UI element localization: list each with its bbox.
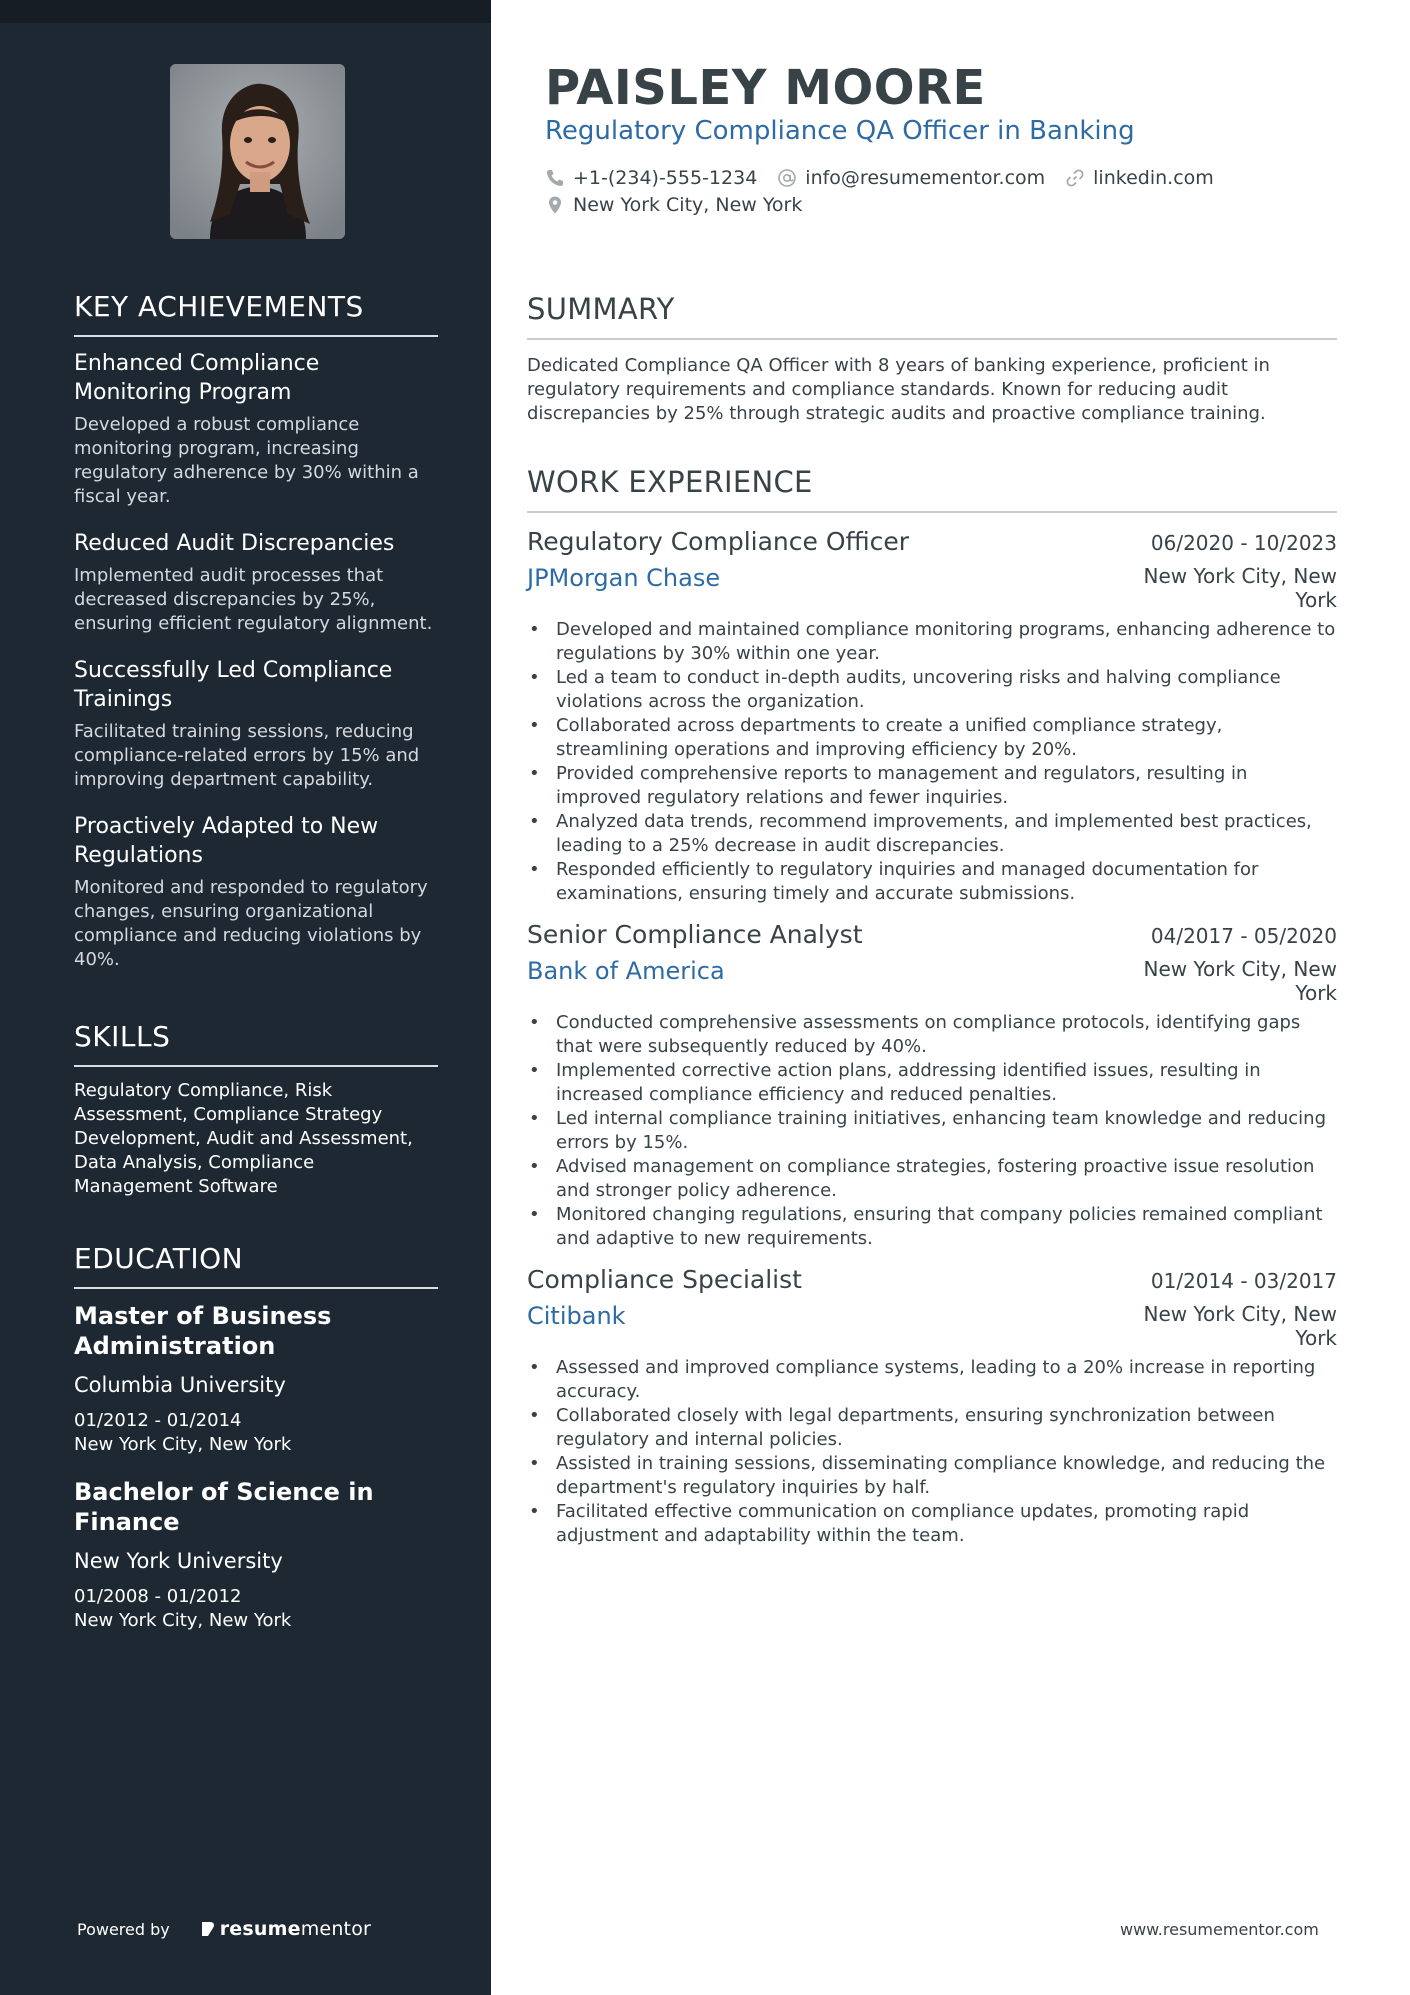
job-company: Citibank (527, 1302, 626, 1330)
education-degree: Bachelor of Science in Finance (74, 1478, 374, 1536)
achievement-title: Proactively Adapted to New Regulations (74, 814, 379, 868)
job-location: New York City, New York (1143, 564, 1337, 612)
job-title: Compliance Specialist (527, 1265, 802, 1294)
job-entry (527, 920, 1337, 1251)
job-bullet: • Conducted comprehensive assessments on compliance protocols, identifying gaps that were subsequently reduced by 40%. (527, 1011, 1337, 1059)
job-bullet: • Led a team to conduct in-depth audits, uncovering risks and halving compliance violations across the organization. (527, 666, 1337, 714)
job-bullet: • Monitored changing regulations, ensuring that company policies remained compliant and adaptive to new requirements. (527, 1203, 1337, 1251)
sidebar (0, 0, 491, 1995)
education-dates: 01/2012 - 01/2014 (74, 1410, 242, 1431)
achievement-desc: Facilitated training sessions, reducing compliance-related errors by 15% and improving department capability. (74, 721, 420, 790)
job-header (527, 920, 1337, 949)
job-location: New York City, New York (1143, 957, 1337, 1005)
education-section (74, 1242, 438, 1653)
job-bullet: • Provided comprehensive reports to management and regulators, resulting in improved regulatory relations and fewer inquiries. (527, 762, 1337, 810)
contact-row (545, 191, 1234, 218)
education-school: Columbia University (74, 1373, 286, 1397)
skills-heading: SKILLS (74, 1020, 438, 1067)
location-contact (545, 194, 802, 216)
job-header (527, 527, 1337, 556)
phone-icon (545, 168, 565, 188)
location-pin-icon (545, 195, 565, 215)
skills-section (74, 1020, 438, 1199)
contact-row (545, 164, 1234, 191)
job-bullet: • Analyzed data trends, recommend improvements, and implemented best practices, leading to a 25% decrease in audit discrepancies. (527, 810, 1337, 858)
job-bullets (527, 1011, 1337, 1251)
job-company: JPMorgan Chase (527, 564, 721, 592)
linkedin-contact[interactable] (1065, 167, 1214, 189)
key-achievements-heading: KEY ACHIEVEMENTS (74, 290, 438, 337)
powered-by-label: Powered by (77, 1919, 170, 1939)
resumementor-logo[interactable] (200, 1918, 371, 1940)
job-bullet: • Led internal compliance training initiatives, enhancing team knowledge and reducing errors by 15%. (527, 1107, 1337, 1155)
summary-section (527, 292, 1337, 426)
achievement-desc: Developed a robust compliance monitoring program, increasing regulatory adherence by 30% within a fiscal year. (74, 414, 419, 507)
job-bullet: • Assisted in training sessions, disseminating compliance knowledge, and reducing the department's regulatory inquiries by half. (527, 1452, 1337, 1500)
candidate-role: Regulatory Compliance QA Officer in Banking (545, 116, 1135, 146)
resumementor-logo-icon (200, 1920, 216, 1938)
job-bullet: • Collaborated across departments to create a unified compliance strategy, streamlining operations and improving efficiency by 20%. (527, 714, 1337, 762)
candidate-name: PAISLEY MOORE (545, 60, 986, 116)
job-dates: 04/2017 - 05/2020 (1150, 924, 1337, 948)
job-bullet: • Facilitated effective communication on compliance updates, promoting rapid adjustment and adaptability within the team. (527, 1500, 1337, 1548)
job-header (527, 1265, 1337, 1294)
job-location: New York City, New York (1143, 1302, 1337, 1350)
powered-by (77, 1918, 371, 1940)
at-icon (777, 168, 797, 188)
brand-bold: resume (219, 1918, 301, 1940)
job-bullets (527, 618, 1337, 906)
education-item (74, 1301, 438, 1457)
location-text: New York City, New York (573, 193, 803, 216)
job-company: Bank of America (527, 957, 725, 985)
phone-contact[interactable] (545, 167, 757, 189)
achievement-item (74, 529, 438, 636)
achievement-desc: Monitored and responded to regulatory changes, ensuring organizational compliance and reducing violations by 40%. (74, 877, 428, 970)
job-entry (527, 1265, 1337, 1548)
key-achievements-section (74, 290, 438, 992)
summary-text: Dedicated Compliance QA Officer with 8 years of banking experience, proficient in regulatory requirements and compliance standards. Known for reducing audit discrepancies by 25% through strategic audits and proactive compliance training. (527, 355, 1270, 424)
job-dates: 06/2020 - 10/2023 (1150, 531, 1337, 555)
job-dates: 01/2014 - 03/2017 (1150, 1269, 1337, 1293)
education-meta (74, 1409, 438, 1457)
contact-info (545, 164, 1234, 218)
education-heading: EDUCATION (74, 1242, 438, 1289)
job-bullet: • Assessed and improved compliance systems, leading to a 20% increase in reporting accuracy. (527, 1356, 1337, 1404)
job-subheader (527, 957, 1337, 1005)
achievement-item (74, 812, 438, 972)
job-subheader (527, 1302, 1337, 1350)
job-bullet: • Implemented corrective action plans, addressing identified issues, resulting in increased compliance efficiency and reduced penalties. (527, 1059, 1337, 1107)
job-bullet: • Developed and maintained compliance monitoring programs, enhancing adherence to regulations by 30% within one year. (527, 618, 1337, 666)
achievement-item (74, 349, 438, 509)
work-experience-section (527, 465, 1337, 1562)
job-title: Senior Compliance Analyst (527, 920, 863, 949)
achievement-desc: Implemented audit processes that decreased discrepancies by 25%, ensuring efficient regulatory alignment. (74, 565, 433, 634)
job-bullet: • Responded efficiently to regulatory inquiries and managed documentation for examinations, ensuring timely and accurate submissions. (527, 858, 1337, 906)
phone-number: +1-(234)-555-1234 (573, 166, 758, 189)
achievement-title: Enhanced Compliance Monitoring Program (74, 351, 320, 405)
summary-heading: SUMMARY (527, 292, 1337, 340)
education-location: New York City, New York (74, 1610, 292, 1631)
email-address: info@resumementor.com (805, 166, 1046, 189)
sidebar-top-bar (0, 0, 491, 23)
achievement-item (74, 656, 438, 792)
job-subheader (527, 564, 1337, 612)
link-icon (1065, 168, 1085, 188)
job-bullet: • Advised management on compliance strategies, fostering proactive issue resolution and stronger policy adherence. (527, 1155, 1337, 1203)
achievement-title: Reduced Audit Discrepancies (74, 531, 395, 556)
education-degree: Master of Business Administration (74, 1302, 332, 1360)
education-school: New York University (74, 1549, 283, 1573)
job-title: Regulatory Compliance Officer (527, 527, 910, 556)
profile-photo (170, 64, 345, 239)
job-entry (527, 527, 1337, 906)
education-item (74, 1477, 438, 1633)
profile-photo-illustration (170, 64, 345, 239)
job-bullets (527, 1356, 1337, 1548)
achievement-title: Successfully Led Compliance Trainings (74, 658, 393, 712)
education-dates: 01/2008 - 01/2012 (74, 1586, 242, 1607)
work-experience-heading: WORK EXPERIENCE (527, 465, 1337, 513)
education-location: New York City, New York (74, 1434, 292, 1455)
email-contact[interactable] (777, 167, 1045, 189)
footer-website[interactable]: www.resumementor.com (1120, 1920, 1319, 1939)
job-bullet: • Collaborated closely with legal departments, ensuring synchronization between regulatory and internal policies. (527, 1404, 1337, 1452)
brand-light: mentor (300, 1918, 372, 1940)
education-meta (74, 1585, 438, 1633)
skills-list: Regulatory Compliance, Risk Assessment, Compliance Strategy Development, Audit and Assessment, Data Analysis, Compliance Management Software (74, 1080, 413, 1197)
linkedin-url: linkedin.com (1093, 166, 1214, 189)
